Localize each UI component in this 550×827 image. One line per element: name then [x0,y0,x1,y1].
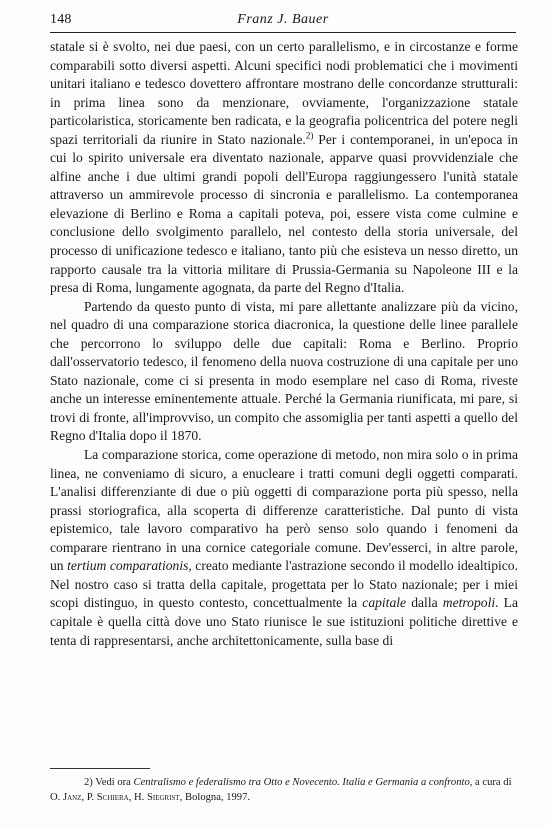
paragraph [50,446,518,650]
author-name: Schiera [96,792,129,803]
text-run: statale si è svolto, nei due paesi, con un certo parallelismo, e in circostanze e forme comparabili sotto diversi aspetti. Alcuni specifici nodi problematici che i movimenti unitari italiano e tedesco dovettero affrontare mostrano delle concordanze strutturali: in prima linea sono da menzionare, ovviamente, l'organizzazione statale particolaristica, storicamente ben radicata, e la geografia policentrica del potere negli spazi territoriali da riunire in Stato nazionale. [50,39,518,147]
text-run: dalla [406,595,443,611]
page-number: 148 [50,12,72,27]
text-run: Per i contemporanei, in un'epoca in cui lo spirito universale era diventato nazionale, apparve quasi provvidenziale che alfine anche i due ultimi grandi popoli dell'Europa raggiungessero l'unità statale attraverso un ammirevole processo di sincronia e parallelismo. La contemporanea elevazione di Berlino e Roma a capitali poteva, poi, essere vista come culmine e conclusione dello svolgimento parallelo, nel contesto della storia universale, del processo di unificazione tedesco e italiano, tanto più che esisteva un nesso diretto, un rapporto causale tra la vittoria militare di Prussia-Germania su Napoleone III e la presa di Roma, lungamente agognata, da parte del Regno d'Italia. [50,131,518,296]
italic-text: tertium comparationis [67,558,189,574]
text-run: 2) Vedi ora [84,777,134,788]
text-run: , a cura di O. [50,777,512,803]
footnote-rule [50,768,150,769]
text-run: Partendo da questo punto di vista, mi pare allettante analizzare più da vicino, nel quadro di una comparazione storica diacronica, la questione delle linee parallele che percorrono lo sviluppo delle due capitali: Roma e Berlino. Proprio dall'osservatorio tedesco, il fenomeno della nuova costruzione di una capitale per uno Stato nazionale, come ci si presenta in modo esemplare nel caso di Roma, riveste anche un interesse eminentemente attuale. Perché la Germania riunificata, mi pare, si trovi di fronte, all'improvviso, un compito che assomiglia per tanti aspetti a quello del Regno d'Italia dopo il 1870. [50,298,518,444]
text-run: , creato mediante l'astrazione secondo il modello idealtipico. Nel nostro caso si tratta della capitale, progettata per lo Stato nazionale; per i miei scopi distinguo, in questo contesto, concettualmente la [50,558,518,611]
italic-text: capitale [362,595,407,611]
footnote [50,775,518,805]
text-run: La comparazione storica, come operazione di metodo, non mira solo o in prima linea, ne conveniamo di sicuro, a enucleare i tratti comuni degli oggetti comparati. L'analisi differenziante di due o più oggetti di comparazione porta più spesso, nella prassi storiografica, alla scoperta di differenze caratteristiche. Dal punto di vista epistemico, tale lavoro comparativo ha però senso solo quando i fenomeni da comparare rientrano in una cornice categoriale comune. Dev'esserci, in altre parole, un [50,447,518,574]
page-header [50,12,516,33]
paragraph [50,298,518,446]
author-name: Siegrist [146,792,180,803]
author-name: Janz [62,792,82,803]
footnote-reference: 2) [305,130,314,141]
italic-text: Centralismo e federalismo tra Otto e Novecento. Italia e Germania a confronto [133,777,470,788]
paragraph [50,38,518,298]
running-head: Franz J. Bauer [237,12,329,27]
italic-text: metropoli [442,595,496,611]
body-text [50,38,518,650]
text-run: , H. [128,792,147,803]
text-run: , Bologna, 1997. [179,792,251,803]
text-run: . La capitale è quella città dove uno Stato riunisce le sue istituzioni politiche direttive e tenta di rappresentarsi, anche architettonicamente, sulla base di [50,595,518,648]
text-run: , P. [81,792,97,803]
footnote-text [50,777,512,803]
